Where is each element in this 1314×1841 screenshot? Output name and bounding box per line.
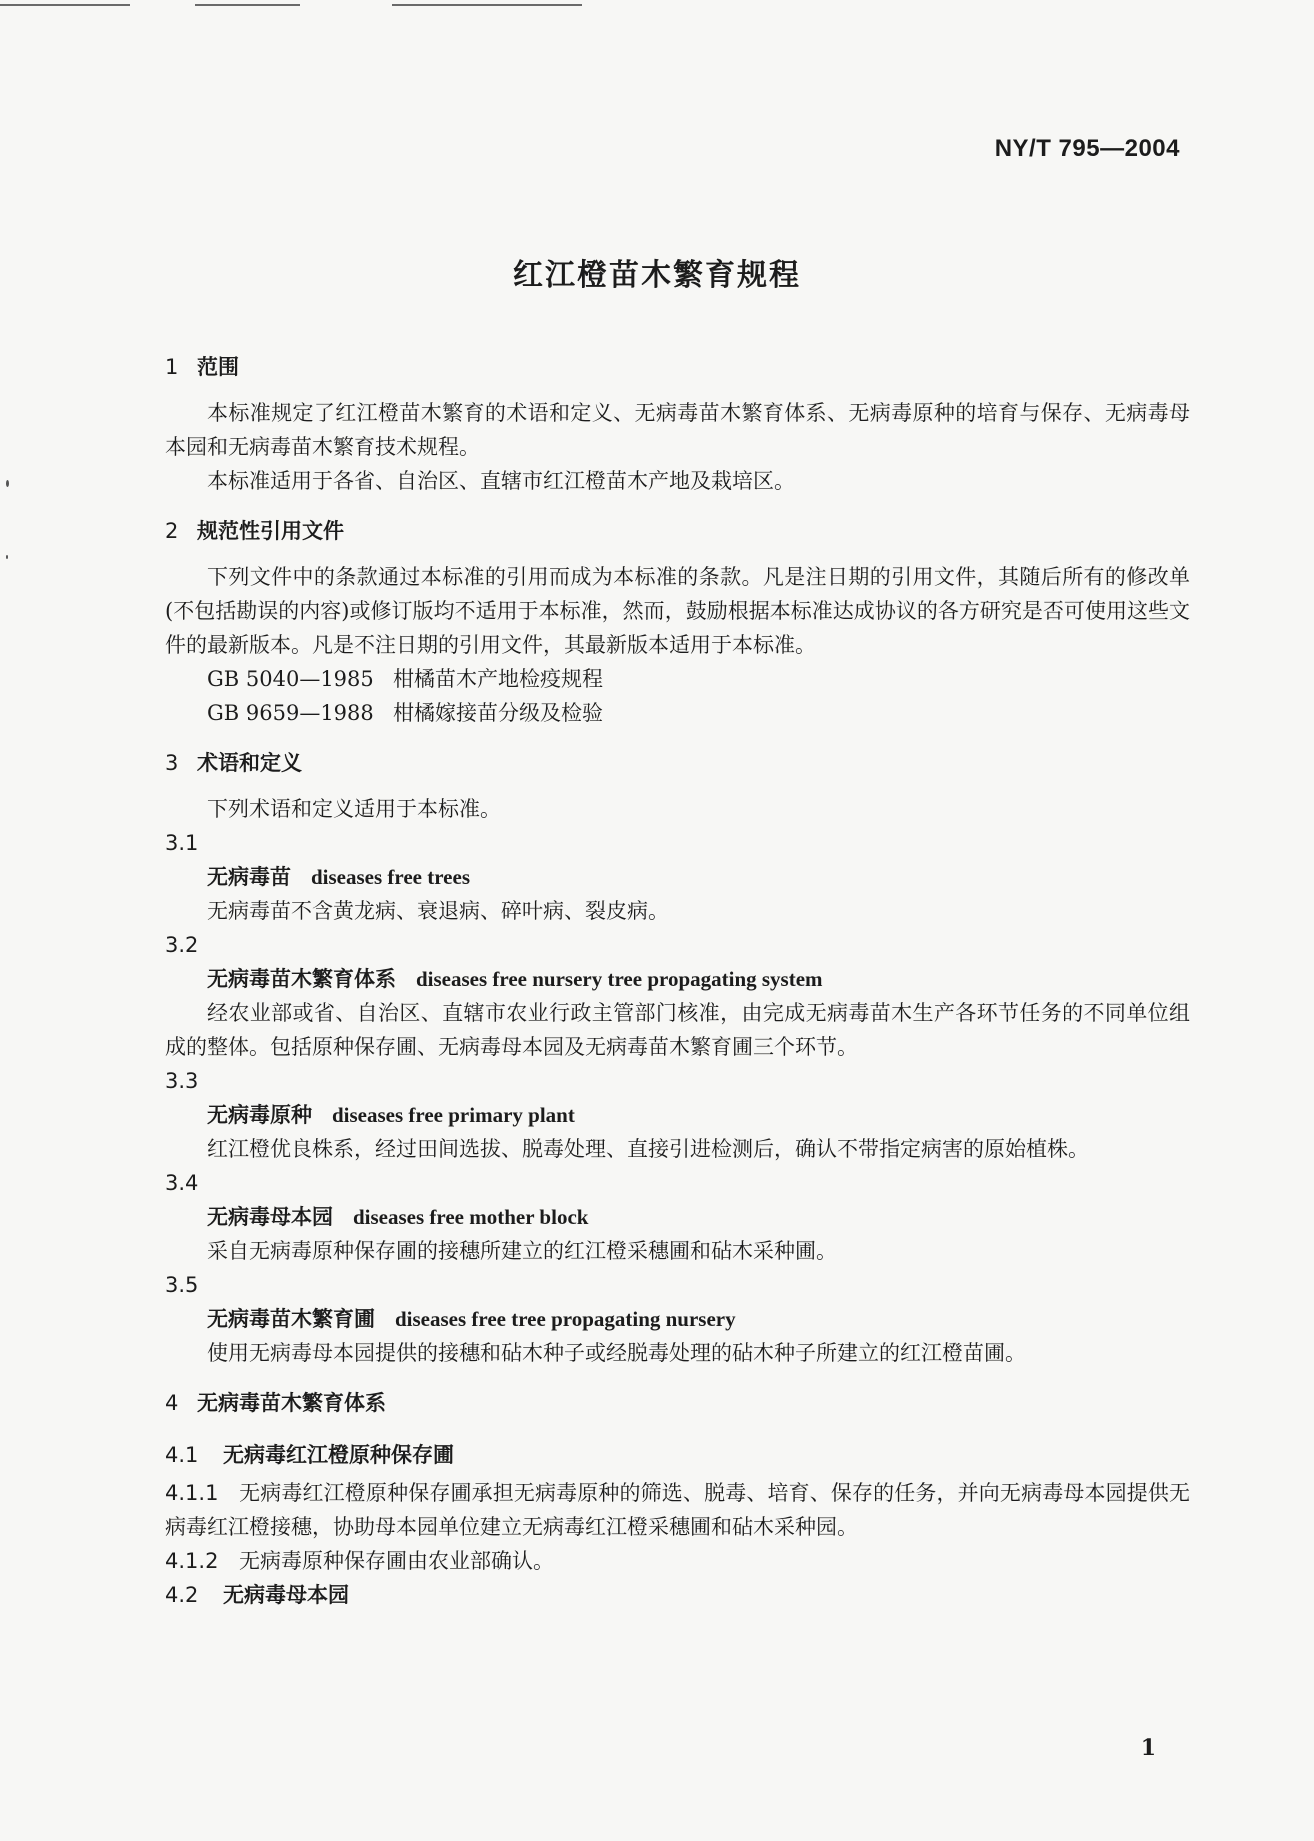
document-body — [165, 350, 1190, 1616]
subsection-title: 无病毒红江橙原种保存圃 — [223, 1443, 454, 1467]
reference-item — [165, 696, 1190, 730]
scan-artifact-line — [195, 4, 300, 6]
term-name-en: diseases free mother block — [353, 1205, 589, 1229]
section-title: 术语和定义 — [197, 751, 302, 775]
section-heading — [165, 746, 1190, 780]
paragraph: 本标准适用于各省、自治区、直辖市红江橙苗木产地及栽培区。 — [207, 469, 795, 493]
term-name-zh: 无病毒苗木繁育体系 — [207, 966, 396, 991]
section-heading — [165, 350, 1190, 384]
page-number: 1 — [1140, 1735, 1156, 1761]
reference-code: GB 5040—1985 — [207, 667, 374, 691]
term-name — [165, 1200, 1190, 1234]
term-name-zh: 无病毒苗木繁育圃 — [207, 1306, 375, 1331]
term-name — [165, 860, 1190, 894]
subsection-heading — [165, 1438, 1190, 1472]
section-title: 无病毒苗木繁育体系 — [197, 1391, 386, 1415]
clause-text: 无病毒原种保存圃由农业部确认。 — [239, 1549, 554, 1573]
term-name-zh: 无病毒苗 — [207, 864, 291, 889]
term-name — [165, 1302, 1190, 1336]
section-number: 3 — [165, 751, 179, 775]
scan-artifact-line — [392, 4, 582, 6]
reference-title: 柑橘苗木产地检疫规程 — [393, 667, 603, 691]
term-definition: 使用无病毒母本园提供的接穗和砧木种子或经脱毒处理的砧木种子所建立的红江橙苗圃。 — [207, 1341, 1026, 1365]
scan-speck — [6, 555, 8, 559]
term-number: 3.4 — [165, 1171, 199, 1195]
term-number: 3.1 — [165, 831, 199, 855]
term-definition: 采自无病毒原种保存圃的接穗所建立的红江橙采穗圃和砧木采种圃。 — [207, 1239, 837, 1263]
clause-number: 4.1.2 — [165, 1549, 219, 1573]
term-name-en: diseases free primary plant — [332, 1103, 575, 1127]
section-number: 4 — [165, 1391, 179, 1415]
subsection-title: 无病毒母本园 — [223, 1583, 349, 1607]
section-number: 2 — [165, 519, 179, 543]
reference-code: GB 9659—1988 — [207, 701, 374, 725]
subsection-number: 4.2 — [165, 1583, 199, 1607]
reference-title: 柑橘嫁接苗分级及检验 — [393, 701, 603, 725]
section-number: 1 — [165, 355, 179, 379]
clause-number: 4.1.1 — [165, 1481, 219, 1505]
subsection-heading — [165, 1578, 1190, 1612]
term-number: 3.5 — [165, 1273, 199, 1297]
term-number: 3.3 — [165, 1069, 199, 1093]
paragraph: 本标准规定了红江橙苗木繁育的术语和定义、无病毒苗木繁育体系、无病毒原种的培育与保存、无病毒母本园和无病毒苗木繁育技术规程。 — [165, 401, 1190, 459]
clause-text: 无病毒红江橙原种保存圃承担无病毒原种的筛选、脱毒、培育、保存的任务，并向无病毒母本园提供无病毒红江橙接穗，协助母本园单位建立无病毒红江橙采穗圃和砧木采种园。 — [165, 1481, 1190, 1539]
paragraph: 下列术语和定义适用于本标准。 — [207, 797, 501, 821]
section-title: 规范性引用文件 — [197, 519, 344, 543]
clause — [165, 1476, 1190, 1544]
term-name-en: diseases free trees — [311, 865, 470, 889]
section-heading — [165, 1386, 1190, 1420]
standard-code: NY/T 795—2004 — [994, 135, 1180, 162]
section-heading — [165, 514, 1190, 548]
term-name-en: diseases free nursery tree propagating system — [416, 967, 823, 991]
scan-artifact-line — [0, 4, 130, 6]
term-name-zh: 无病毒原种 — [207, 1102, 312, 1127]
term-definition: 经农业部或省、自治区、直辖市农业行政主管部门核准，由完成无病毒苗木生产各环节任务的不同单位组成的整体。包括原种保存圃、无病毒母本园及无病毒苗木繁育圃三个环节。 — [165, 1001, 1190, 1059]
paragraph: 下列文件中的条款通过本标准的引用而成为本标准的条款。凡是注日期的引用文件，其随后所有的修改单(不包括勘误的内容)或修订版均不适用于本标准，然而，鼓励根据本标准达成协议的各方研究是否可使用这些文件的最新版本。凡是不注日期的引用文件，其最新版本适用于本标准。 — [165, 565, 1190, 657]
term-number: 3.2 — [165, 933, 199, 957]
scan-speck — [6, 480, 9, 487]
term-name — [165, 1098, 1190, 1132]
subsection-number: 4.1 — [165, 1443, 199, 1467]
section-title: 范围 — [197, 355, 239, 379]
term-definition: 无病毒苗不含黄龙病、衰退病、碎叶病、裂皮病。 — [207, 899, 669, 923]
term-name-zh: 无病毒母本园 — [207, 1204, 333, 1229]
term-name — [165, 962, 1190, 996]
term-name-en: diseases free tree propagating nursery — [395, 1307, 736, 1331]
term-definition: 红江橙优良株系，经过田间选拔、脱毒处理、直接引进检测后，确认不带指定病害的原始植株。 — [207, 1137, 1089, 1161]
reference-item — [165, 662, 1190, 696]
clause — [165, 1544, 1190, 1578]
document-title: 红江橙苗木繁育规程 — [513, 258, 801, 293]
